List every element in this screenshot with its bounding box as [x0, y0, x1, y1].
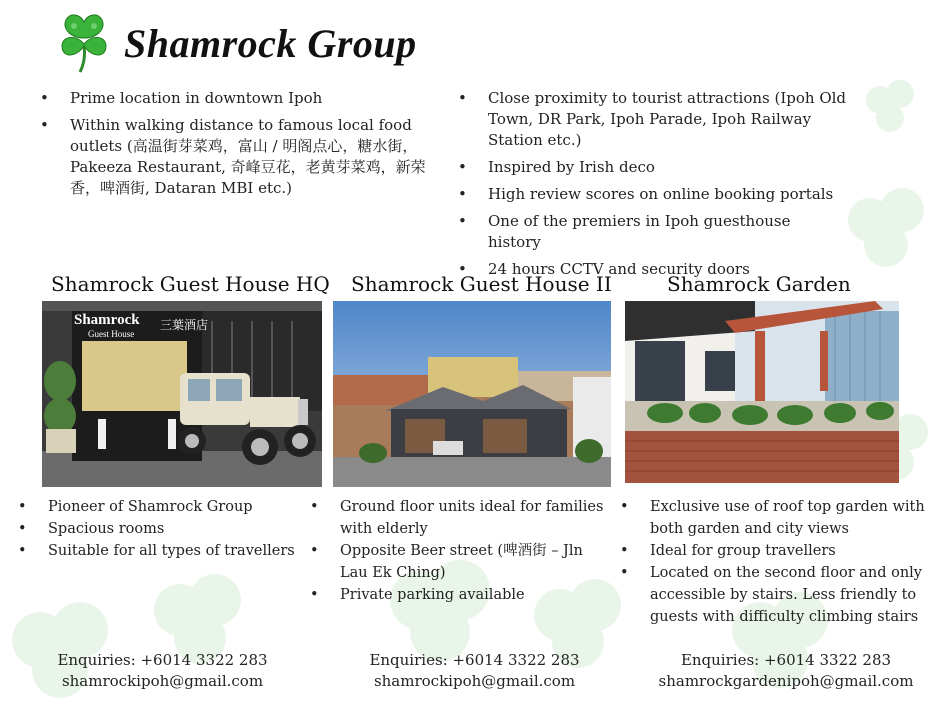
hq-sign: Shamrock Guest House: [74, 312, 140, 339]
garden-photo: [625, 301, 899, 483]
list-item: • Ideal for group travellers: [620, 540, 938, 562]
property-title-ii: Shamrock Guest House II: [351, 272, 612, 296]
list-item: • Exclusive use of roof top garden with both garden and city views: [620, 496, 938, 540]
location-highlights-list: [40, 88, 430, 205]
list-item: • Within walking distance to famous local food outlets (高温街芽菜鸡，富山 / 明阁点心，糖水街，Pakeeza Restaurant, 奇峰豆花，老黄芽菜鸡，新荣香，啤酒街, Dataran MBI etc.): [40, 115, 430, 199]
page-title: Shamrock Group: [124, 21, 417, 66]
features-list: [458, 88, 848, 286]
hq-photo: [42, 301, 322, 487]
hq-enquiry: [40, 650, 285, 692]
garden-enquiry: [648, 650, 924, 692]
hq-features-list: [18, 496, 313, 562]
list-item: • Opposite Beer street (啤酒街 – Jln Lau Ek Ching): [310, 540, 615, 584]
list-item: • High review scores on online booking portals: [458, 184, 848, 205]
shamrock-logo-icon: [56, 14, 112, 74]
list-item: • Located on the second floor and only accessible by stairs. Less friendly to guests with difficulty climbing stairs: [620, 562, 938, 628]
list-item: • Inspired by Irish deco: [458, 157, 848, 178]
guest-house-ii-features-list: [310, 496, 615, 606]
enquiry-email[interactable]: shamrockipoh@gmail.com: [61, 672, 264, 690]
garden-features-list: [620, 496, 938, 628]
list-item: • Close proximity to tourist attractions (Ipoh Old Town, DR Park, Ipoh Parade, Ipoh Railway Station etc.): [458, 88, 848, 151]
enquiry-email[interactable]: shamrockipoh@gmail.com: [373, 672, 576, 690]
list-item: • Ground floor units ideal for families with elderly: [310, 496, 615, 540]
property-title-hq: Shamrock Guest House HQ: [51, 272, 330, 296]
hq-sign-chinese: 三葉酒店: [160, 318, 209, 332]
guest-house-ii-photo: [333, 301, 611, 487]
list-item: • Private parking available: [310, 584, 615, 606]
list-item: • Prime location in downtown Ipoh: [40, 88, 430, 109]
enquiry-phone: Enquiries: +6014 3322 283: [57, 651, 268, 669]
enquiry-phone: Enquiries: +6014 3322 283: [369, 651, 580, 669]
list-item: • One of the premiers in Ipoh guesthouse history: [458, 211, 848, 253]
list-item: • Spacious rooms: [18, 518, 313, 540]
list-item: • 24 hours CCTV and security doors: [458, 259, 848, 280]
enquiry-email[interactable]: shamrockgardenipoh@gmail.com: [658, 672, 914, 690]
property-title-garden: Shamrock Garden: [667, 272, 851, 296]
list-item: • Suitable for all types of travellers: [18, 540, 313, 562]
guest-house-ii-enquiry: [352, 650, 597, 692]
list-item: • Pioneer of Shamrock Group: [18, 496, 313, 518]
enquiry-phone: Enquiries: +6014 3322 283: [680, 651, 892, 669]
